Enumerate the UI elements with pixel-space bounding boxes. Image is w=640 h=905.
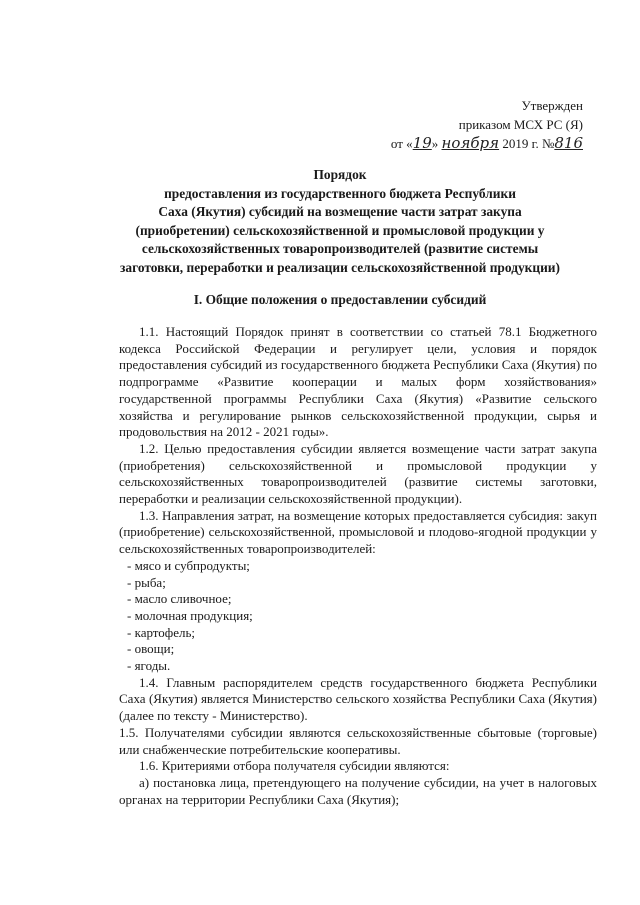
document-body xyxy=(119,324,597,808)
paragraph-1-6: 1.6. Критериями отбора получателя субсидии являются: xyxy=(139,758,450,774)
approval-number: 816 xyxy=(554,134,583,152)
approval-date-prefix: от « xyxy=(390,136,413,151)
list-item: - масло сливочное; xyxy=(127,591,232,607)
title-line-2: Саха (Якутия) субсидий на возмещение части затрат закупа xyxy=(158,204,522,220)
list-item: - рыба; xyxy=(127,574,166,590)
approval-date-mid: » xyxy=(431,136,439,151)
approval-line-2: приказом МСХ РС (Я) xyxy=(458,117,583,132)
paragraph-1-4: 1.4. Главным распорядителем средств государственного бюджета Республики Саха (Якутия) является Министерство сельского хозяйства Республики Саха (Якутия) (далее по тексту - Министерство). xyxy=(119,674,597,724)
title-heading: Порядок xyxy=(313,167,367,182)
list-item: - ягоды. xyxy=(127,658,171,674)
document-title xyxy=(90,166,590,278)
section-heading: I. Общие положения о предоставлении субсидий xyxy=(193,292,487,307)
title-line-4: сельскохозяйственных товаропроизводителей (развитие системы xyxy=(141,241,539,257)
title-line-1: предоставления из государственного бюджета Республики xyxy=(164,185,516,201)
list-item: - мясо и субпродукты; xyxy=(127,557,250,573)
approval-stamp xyxy=(343,96,583,153)
approval-line-3 xyxy=(343,134,583,153)
list-item: - овощи; xyxy=(127,641,175,657)
products-list xyxy=(119,558,597,675)
title-line-3: (приобретении) сельскохозяйственной и промысловой продукции у xyxy=(135,222,545,238)
paragraph-1-6-a: а) постановка лица, претендующего на получение субсидии, на учет в налоговых органах на территории Республики Саха (Якутия); xyxy=(119,774,597,807)
paragraph-1-1: 1.1. Настоящий Порядок принят в соответствии со статьей 78.1 Бюджетного кодекса Российской Федерации и регулирует цели, условия и порядок предоставления субсидий из государственного бюджета Республики Саха (Якутия) по подпрограмме «Развитие кооперации и малых форм хозяйствования» государственной программы Республики Саха (Якутия) «Развитие сельского хозяйства и регулирование рынков сельскохозяйственной продукции, сырья и продовольствия на 2012 - 2021 годы». xyxy=(119,324,597,440)
paragraph-1-2: 1.2. Целью предоставления субсидии является возмещение части затрат закупа (приобретения) сельскохозяйственной и промысловой продукции у сельскохозяйственных товаропроизводителей (развитие системы заготовки, переработки и реализации сельскохозяйственной продукции). xyxy=(119,440,597,507)
title-line-5: заготовки, переработки и реализации сельскохозяйственной продукции) xyxy=(120,259,560,275)
list-item: - молочная продукция; xyxy=(127,607,253,623)
approval-day: 19 xyxy=(412,134,432,152)
list-item: - картофель; xyxy=(127,624,196,640)
paragraph-1-3: 1.3. Направления затрат, на возмещение которых предоставляется субсидия: закуп (приобретение) сельскохозяйственной, промысловой и плодово-ягодной продукции у сельскохозяйственных товаропроизводителей: xyxy=(119,507,597,557)
approval-month: ноября xyxy=(441,134,500,152)
approval-year: 2019 г. № xyxy=(502,136,555,151)
approval-line-1: Утвержден xyxy=(521,98,583,113)
paragraph-1-5: 1.5. Получателями субсидии являются сельскохозяйственные сбытовые (торговые) или снабженческие потребительские кооперативы. xyxy=(119,724,597,757)
